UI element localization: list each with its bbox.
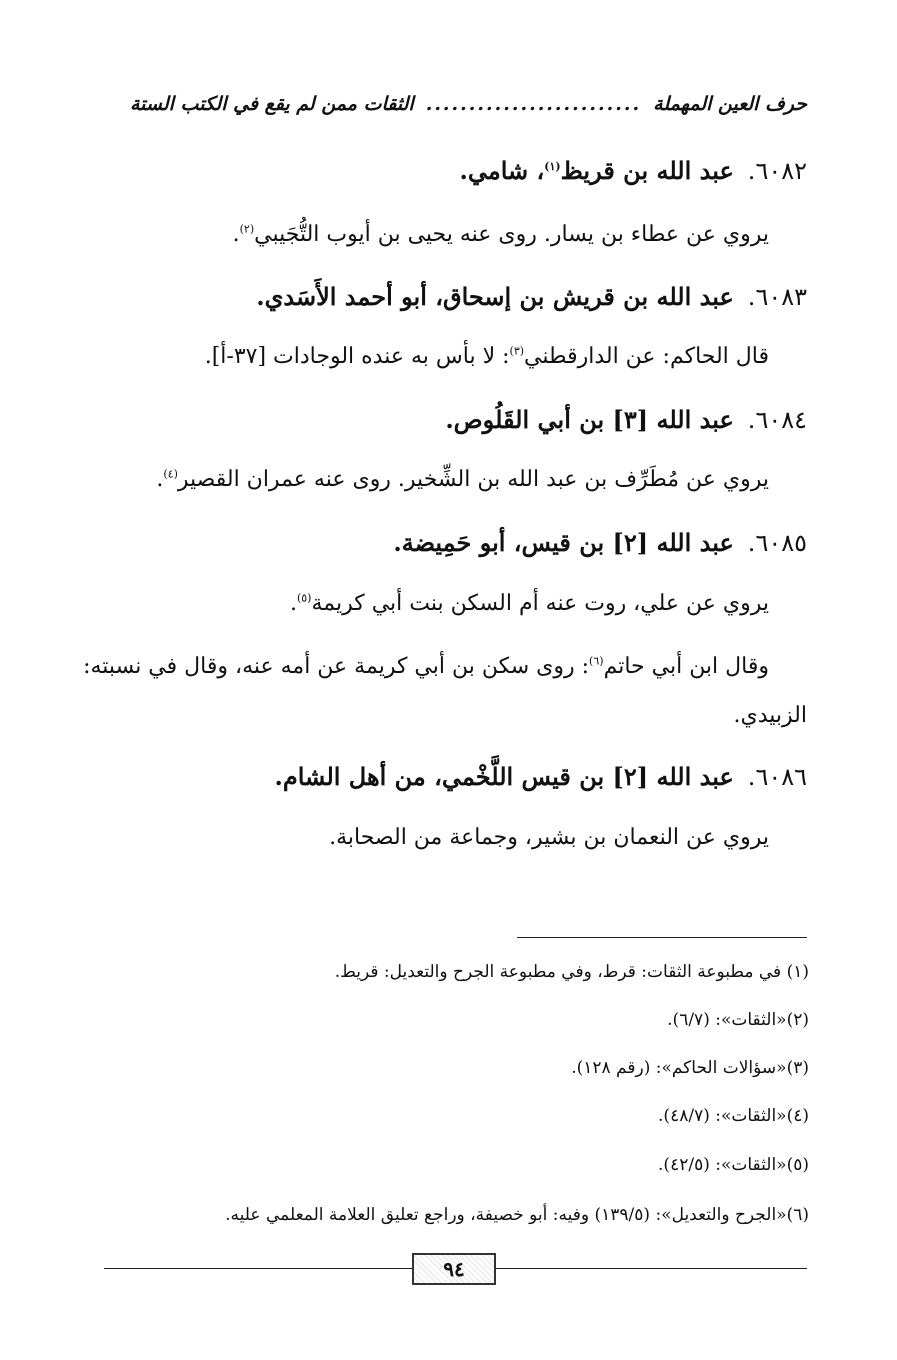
footnote: (٦)«الجرح والتعديل»: (١٣٩/٥) وفيه: أبو خصيفة، وراجع تعليق العلامة المعلمي عليه.: [225, 1205, 809, 1225]
text-run: وقال ابن أبي حاتم: [603, 654, 769, 679]
footer-rule-right: [495, 1268, 807, 1269]
text-run: : روى سكن بن أبي كريمة عن أمه عنه، وقال في نسبته:: [83, 654, 590, 679]
entry-name: عبد الله [٢] بن قيس اللَّخْمي، من أهل الشام.: [274, 762, 734, 791]
text-run: : لا بأس به عنده الوجادات [٣٧-أ].: [204, 344, 510, 369]
entry-heading-6083: [256, 283, 807, 312]
footer-rule-left: [104, 1268, 412, 1269]
entry-heading-6084: [445, 406, 807, 435]
entry-name: عبد الله [٢] بن قيس، أبو حَمِيضة.: [393, 528, 734, 557]
entry-text-line: [83, 654, 769, 680]
entry-name: عبد الله بن قريظ: [560, 156, 734, 185]
footnote-ref: (٣): [509, 344, 525, 358]
entry-text-line: [233, 222, 769, 248]
text-run: .: [156, 467, 164, 492]
entry-number: ٦٠٨٢.: [747, 157, 807, 185]
footnote-ref: (١): [544, 160, 561, 173]
running-header: [130, 93, 807, 115]
entry-number: ٦٠٨٦.: [747, 763, 807, 791]
running-header-left-title: الثقات ممن لم يقع في الكتب الستة: [130, 93, 414, 115]
running-header-right-title: حرف العين المهملة: [653, 93, 807, 115]
entry-text-line: [205, 344, 769, 370]
entry-name: عبد الله [٣] بن أبي القَلُوص.: [445, 405, 734, 434]
footnote: (٢)«الثقات»: (٦/٧).: [667, 1010, 809, 1030]
text-run: الزبيدي.: [733, 703, 807, 728]
text-run: قال الحاكم: عن الدارقطني: [524, 344, 769, 369]
running-header-dots: .........................: [425, 93, 642, 115]
entry-heading-6086: [275, 763, 807, 792]
entry-heading-6082: [460, 157, 807, 186]
entry-text-line: [329, 825, 769, 851]
entry-text-line: [734, 703, 807, 729]
footnote-ref: (٦): [589, 654, 604, 668]
text-run: .: [232, 222, 240, 247]
entry-name: عبد الله بن قريش بن إسحاق، أبو أحمد الأَسَدي.: [256, 282, 734, 311]
footnote: (٣)«سؤالات الحاكم»: (رقم ١٢٨).: [571, 1058, 809, 1078]
footnote-ref: (٥): [296, 591, 312, 605]
footnote-ref: (٤): [163, 467, 178, 481]
text-run: يروي عن مُطَرِّف بن عبد الله بن الشِّخير. روى عنه عمران القصير: [177, 467, 769, 492]
footnote: (١) في مطبوعة الثقات: قرط، وفي مطبوعة الجرح والتعديل: قريط.: [334, 962, 809, 982]
entry-number: ٦٠٨٥.: [747, 529, 807, 557]
entry-name-tail: ، شامي.: [459, 156, 545, 185]
entry-text-line: [290, 591, 769, 617]
text-run: يروي عن علي، روت عنه أم السكن بنت أبي كريمة: [311, 591, 769, 616]
footnote-separator: [517, 937, 807, 938]
footnote: (٤)«الثقات»: (٤٨/٧).: [658, 1106, 809, 1126]
text-run: .: [289, 591, 297, 616]
text-run: يروي عن النعمان بن بشير، وجماعة من الصحابة.: [329, 825, 769, 850]
page-number: ٩٤: [412, 1253, 496, 1285]
entry-heading-6085: [393, 529, 807, 558]
entry-text-line: [156, 467, 769, 493]
entry-number: ٦٠٨٣.: [747, 283, 807, 311]
footnote-ref: (٢): [239, 222, 255, 236]
entry-number: ٦٠٨٤.: [747, 406, 807, 434]
text-run: يروي عن عطاء بن يسار. روى عنه يحيى بن أيوب التُّجَيبي: [254, 222, 769, 247]
footnote: (٥)«الثقات»: (٤٢/٥).: [658, 1155, 809, 1175]
